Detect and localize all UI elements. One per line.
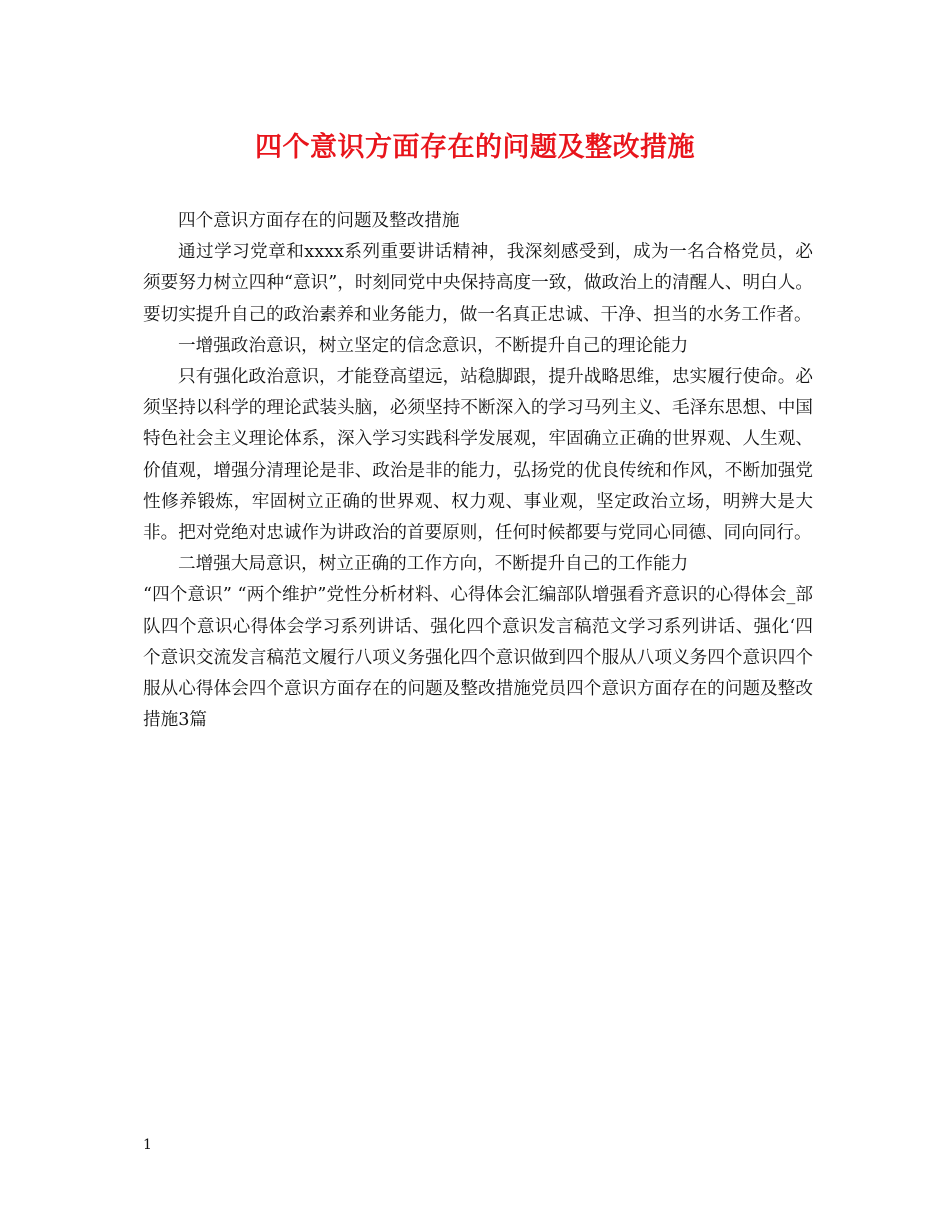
section-heading-political-awareness: 一增强政治意识，树立坚定的信念意识，不断提升自己的理论能力	[178, 335, 689, 356]
paragraph-intro: 通过学习党章和xxxx系列重要讲话精神，我深刻感受到，成为一名合格党员，必须要努力树立四种“意识”，时刻同党中央保持高度一致，做政治上的清醒人、明白人。要切实提升自己的政治素养和业务能力，做一名真正忠诚、干净、担当的水务工作者。	[143, 242, 813, 325]
document-title: 四个意识方面存在的问题及整改措施	[255, 132, 695, 163]
paragraph-political-awareness: 只有强化政治意识，才能登高望远，站稳脚跟，提升战略思维，忠实履行使命。必须坚持以科学的理论武装头脑，必须坚持不断深入的学习马列主义、毛泽东思想、中国特色社会主义理论体系，深入学习实践科学发展观，牢固确立正确的世界观、人生观、价值观，增强分清理论是非、政治是非的能力，弘扬党的优良传统和作风，不断加强党性修养锻炼，牢固树立正确的世界观、权力观、事业观，坚定政治立场，明辨大是大非。把对党绝对忠诚作为讲政治的首要原则，任何时候都要与党同心同德、同向同行。	[143, 367, 813, 544]
page-number: 1	[143, 1137, 152, 1153]
section-heading-overall-awareness: 二增强大局意识，树立正确的工作方向，不断提升自己的工作能力	[178, 554, 689, 575]
paragraph-related-links: “四个意识” “两个维护”党性分析材料、心得体会汇编部队增强看齐意识的心得体会_部队四个意识心得体会学习系列讲话、强化四个意识发言稿范文学习系列讲话、强化‘四个意识交流发言稿范文履行八项义务强化四个意识做到四个服从八项义务四个意识四个服从心得体会四个意识方面存在的问题及整改措施党员四个意识方面存在的问题及整改措施3篇	[143, 585, 813, 731]
paragraph-subtitle: 四个意识方面存在的问题及整改措施	[178, 211, 460, 231]
document-body	[143, 206, 813, 736]
